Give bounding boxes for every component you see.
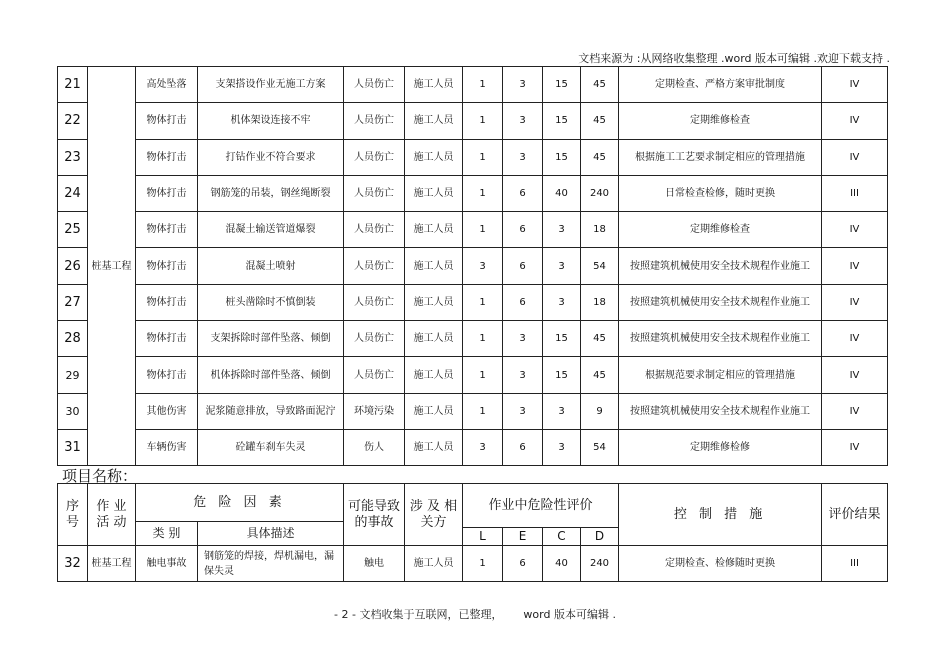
cell-party: 施工人员: [405, 212, 463, 248]
cell-desc: 机体架设连接不牢: [198, 103, 344, 139]
cell-e: 6: [503, 248, 543, 284]
cell-activity: 桩基工程: [88, 67, 136, 466]
cell-grade: III: [822, 175, 888, 211]
table-row: [58, 357, 888, 393]
cell-grade: IV: [822, 284, 888, 320]
cell-party: 施工人员: [405, 357, 463, 393]
header-c: C: [543, 528, 581, 546]
cell-no: 31: [58, 429, 88, 465]
row32-l: 1: [463, 546, 503, 582]
cell-d: 45: [581, 321, 619, 357]
cell-desc: 支架搭设作业无施工方案: [198, 67, 344, 103]
cell-desc: 桩头凿除时不慎倒装: [198, 284, 344, 320]
cell-type: 车辆伤害: [136, 429, 198, 465]
cell-d: 45: [581, 357, 619, 393]
cell-c: 3: [543, 393, 581, 429]
cell-control: 定期检查、严格方案审批制度: [619, 67, 822, 103]
row32-d: 240: [581, 546, 619, 582]
cell-l: 1: [463, 103, 503, 139]
table-row: [58, 248, 888, 284]
cell-no: 29: [58, 357, 88, 393]
cell-e: 6: [503, 284, 543, 320]
header-control: 控 制 措 施: [619, 484, 822, 546]
cell-c: 40: [543, 175, 581, 211]
cell-grade: IV: [822, 321, 888, 357]
cell-c: 3: [543, 429, 581, 465]
cell-party: 施工人员: [405, 321, 463, 357]
row32-c: 40: [543, 546, 581, 582]
cell-e: 3: [503, 103, 543, 139]
cell-c: 15: [543, 67, 581, 103]
cell-d: 45: [581, 67, 619, 103]
cell-desc: 打钻作业不符合要求: [198, 139, 344, 175]
header-no: 序号: [58, 484, 88, 546]
header-result: 可能导致的事故: [344, 484, 405, 546]
cell-l: 1: [463, 212, 503, 248]
cell-l: 1: [463, 321, 503, 357]
cell-party: 施工人员: [405, 103, 463, 139]
cell-grade: IV: [822, 139, 888, 175]
header-type: 类 别: [136, 522, 198, 546]
cell-no: 25: [58, 212, 88, 248]
cell-e: 6: [503, 175, 543, 211]
cell-d: 54: [581, 248, 619, 284]
header-grade: 评价结果: [822, 484, 888, 546]
cell-type: 物体打击: [136, 357, 198, 393]
cell-result: 人员伤亡: [344, 67, 405, 103]
cell-no: 26: [58, 248, 88, 284]
cell-no: 24: [58, 175, 88, 211]
page-footer: - 2 - 文档收集于互联网，已整理， word 版本可编辑 .: [334, 608, 616, 621]
cell-control: 根据规范要求制定相应的管理措施: [619, 357, 822, 393]
cell-control: 定期维修检查: [619, 212, 822, 248]
cell-party: 施工人员: [405, 429, 463, 465]
cell-type: 其他伤害: [136, 393, 198, 429]
cell-control: 按照建筑机械使用安全技术规程作业施工: [619, 321, 822, 357]
cell-type: 物体打击: [136, 248, 198, 284]
cell-c: 15: [543, 321, 581, 357]
cell-grade: IV: [822, 429, 888, 465]
section-title: 项目名称：: [62, 467, 138, 485]
cell-control: 定期维修检修: [619, 429, 822, 465]
header-e: E: [503, 528, 543, 546]
cell-e: 6: [503, 429, 543, 465]
table-row: [58, 139, 888, 175]
cell-control: 按照建筑机械使用安全技术规程作业施工: [619, 284, 822, 320]
cell-d: 45: [581, 103, 619, 139]
row32-grade: III: [822, 546, 888, 582]
cell-no: 28: [58, 321, 88, 357]
cell-c: 3: [543, 212, 581, 248]
cell-party: 施工人员: [405, 284, 463, 320]
table-row: [58, 67, 888, 103]
table-row: [58, 284, 888, 320]
cell-party: 施工人员: [405, 175, 463, 211]
cell-grade: IV: [822, 248, 888, 284]
table-row: [58, 429, 888, 465]
cell-l: 1: [463, 357, 503, 393]
table-row: [58, 393, 888, 429]
header-desc: 具体描述: [198, 522, 344, 546]
header-eval: 作业中危险性评价: [463, 484, 619, 528]
cell-control: 日常检查检修，随时更换: [619, 175, 822, 211]
cell-grade: IV: [822, 67, 888, 103]
cell-grade: IV: [822, 393, 888, 429]
cell-desc: 泥浆随意排放，导致路面泥泞: [198, 393, 344, 429]
table-row: [58, 103, 888, 139]
cell-type: 高处坠落: [136, 67, 198, 103]
cell-party: 施工人员: [405, 393, 463, 429]
cell-l: 3: [463, 248, 503, 284]
header-hazard: 危 险 因 素: [136, 484, 344, 522]
cell-grade: IV: [822, 103, 888, 139]
cell-d: 9: [581, 393, 619, 429]
cell-party: 施工人员: [405, 248, 463, 284]
cell-control: 根据施工工艺要求制定相应的管理措施: [619, 139, 822, 175]
cell-desc: 钢筋笼的吊装，钢丝绳断裂: [198, 175, 344, 211]
cell-party: 施工人员: [405, 139, 463, 175]
cell-desc: 混凝土喷射: [198, 248, 344, 284]
row32-e: 6: [503, 546, 543, 582]
row32-activity: 桩基工程: [88, 546, 136, 582]
cell-control: 按照建筑机械使用安全技术规程作业施工: [619, 393, 822, 429]
cell-result: 人员伤亡: [344, 212, 405, 248]
cell-d: 240: [581, 175, 619, 211]
cell-result: 人员伤亡: [344, 139, 405, 175]
cell-c: 15: [543, 103, 581, 139]
cell-result: 人员伤亡: [344, 321, 405, 357]
cell-result: 伤人: [344, 429, 405, 465]
cell-no: 21: [58, 67, 88, 103]
row32-desc: 钢筋笼的焊接，焊机漏电，漏保失灵: [198, 546, 344, 582]
cell-c: 15: [543, 357, 581, 393]
cell-l: 1: [463, 284, 503, 320]
row32-type: 触电事故: [136, 546, 198, 582]
cell-type: 物体打击: [136, 139, 198, 175]
cell-result: 人员伤亡: [344, 284, 405, 320]
cell-party: 施工人员: [405, 67, 463, 103]
cell-l: 1: [463, 67, 503, 103]
cell-result: 人员伤亡: [344, 103, 405, 139]
cell-desc: 机体拆除时部件坠落、倾倒: [198, 357, 344, 393]
cell-l: 1: [463, 393, 503, 429]
cell-e: 3: [503, 321, 543, 357]
cell-l: 3: [463, 429, 503, 465]
cell-c: 15: [543, 139, 581, 175]
cell-e: 3: [503, 357, 543, 393]
cell-no: 30: [58, 393, 88, 429]
cell-no: 22: [58, 103, 88, 139]
table-row: [58, 321, 888, 357]
cell-e: 3: [503, 393, 543, 429]
header-d: D: [581, 528, 619, 546]
cell-c: 3: [543, 248, 581, 284]
cell-result: 人员伤亡: [344, 175, 405, 211]
cell-control: 按照建筑机械使用安全技术规程作业施工: [619, 248, 822, 284]
cell-d: 18: [581, 212, 619, 248]
cell-desc: 混凝土输送管道爆裂: [198, 212, 344, 248]
cell-result: 人员伤亡: [344, 357, 405, 393]
row32-control: 定期检查、检修随时更换: [619, 546, 822, 582]
header-note: 文档来源为 :从网络收集整理 .word 版本可编辑 .欢迎下载支持 .: [578, 52, 890, 65]
cell-l: 1: [463, 139, 503, 175]
cell-no: 27: [58, 284, 88, 320]
cell-type: 物体打击: [136, 212, 198, 248]
header-party: 涉 及 相关方: [405, 484, 463, 546]
table-row: [58, 175, 888, 211]
cell-e: 3: [503, 139, 543, 175]
row32-result: 触电: [344, 546, 405, 582]
cell-type: 物体打击: [136, 175, 198, 211]
table-row: [58, 212, 888, 248]
cell-l: 1: [463, 175, 503, 211]
cell-grade: IV: [822, 357, 888, 393]
cell-desc: 砼罐车刹车失灵: [198, 429, 344, 465]
cell-result: 环境污染: [344, 393, 405, 429]
hazard-table-continued: [57, 66, 888, 466]
cell-type: 物体打击: [136, 284, 198, 320]
cell-d: 54: [581, 429, 619, 465]
cell-control: 定期维修检查: [619, 103, 822, 139]
cell-result: 人员伤亡: [344, 248, 405, 284]
cell-type: 物体打击: [136, 103, 198, 139]
header-activity: 作 业 活 动: [88, 484, 136, 546]
cell-d: 18: [581, 284, 619, 320]
cell-e: 3: [503, 67, 543, 103]
cell-e: 6: [503, 212, 543, 248]
hazard-table-header: [57, 483, 888, 582]
cell-d: 45: [581, 139, 619, 175]
row32-party: 施工人员: [405, 546, 463, 582]
cell-desc: 支架拆除时部件坠落、倾倒: [198, 321, 344, 357]
cell-type: 物体打击: [136, 321, 198, 357]
cell-c: 3: [543, 284, 581, 320]
cell-no: 23: [58, 139, 88, 175]
header-l: L: [463, 528, 503, 546]
cell-grade: IV: [822, 212, 888, 248]
row32-no: 32: [58, 546, 88, 582]
